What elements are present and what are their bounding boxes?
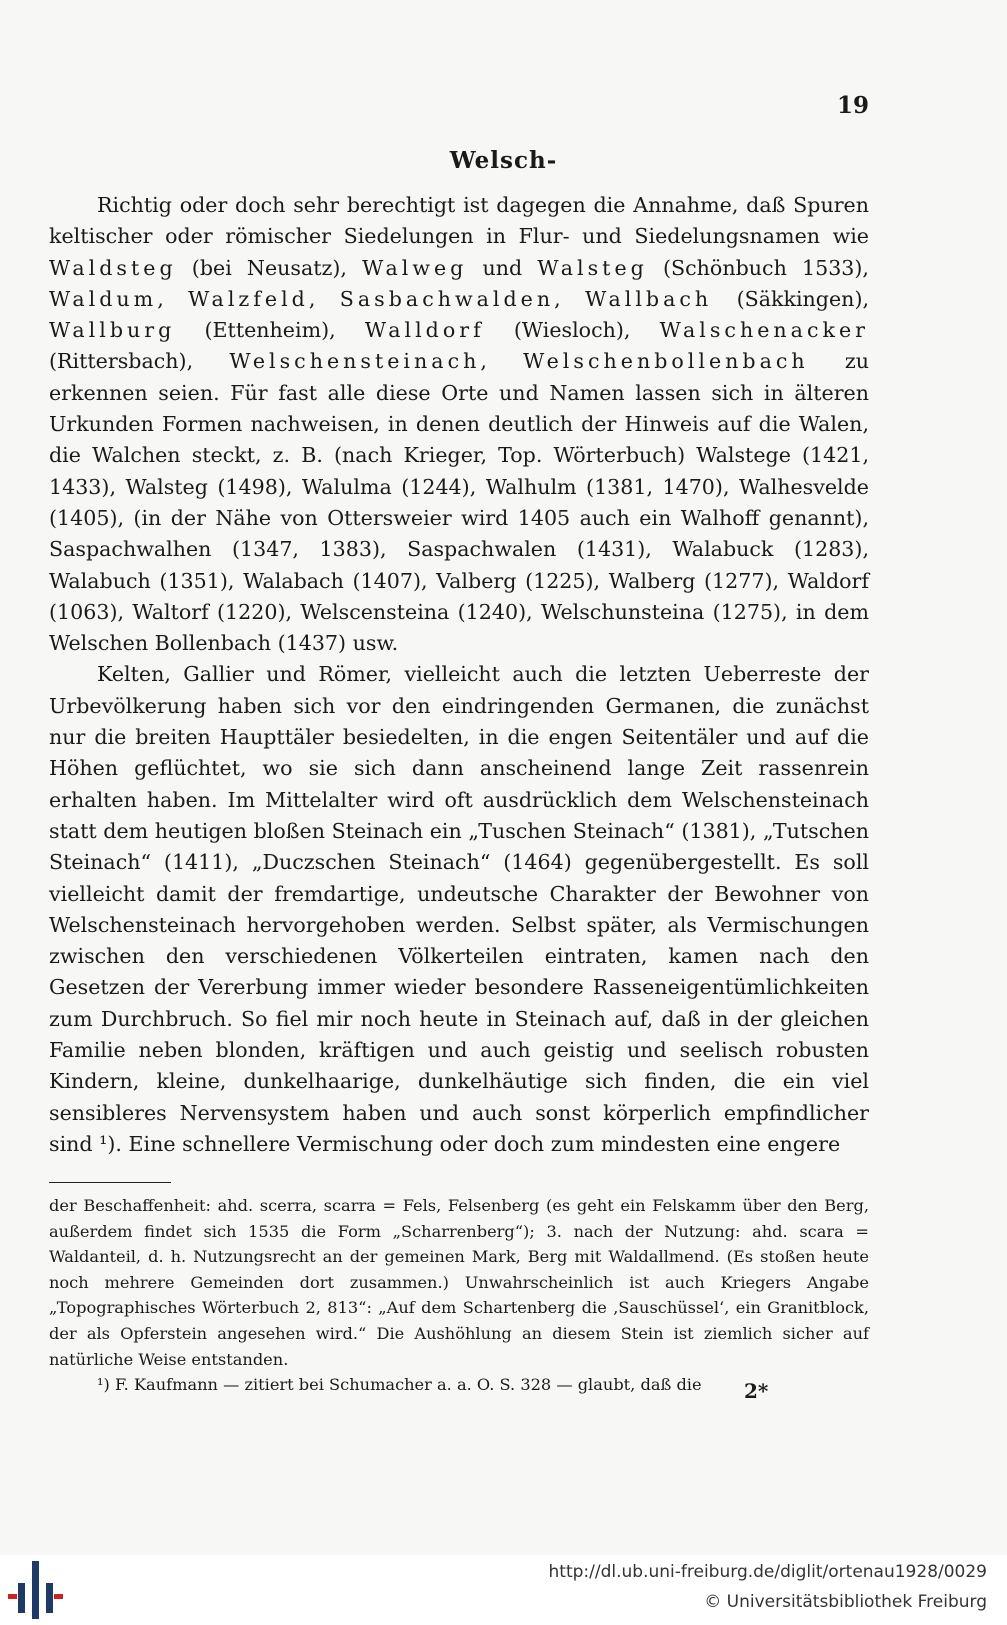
footnote-divider	[49, 1182, 171, 1183]
footnote-1: ¹) F. Kaufmann — zitiert bei Schumacher a. a. O. S. 328 — glaubt, daß die	[97, 1375, 702, 1395]
spaced-place-name: Welschenbollenbach	[523, 349, 809, 374]
text-run: (Schönbuch 1533),	[647, 255, 869, 280]
spaced-place-name: Welschensteinach	[229, 349, 481, 374]
copyright-notice: © Universitätsbibliothek Freiburg	[704, 1592, 987, 1612]
text-run: ,	[480, 349, 524, 374]
footnotes	[49, 1193, 869, 1398]
spaced-place-name: Walsteg	[537, 255, 648, 280]
document-url[interactable]: http://dl.ub.uni-freiburg.de/diglit/ortenau1928/0029	[548, 1562, 987, 1582]
spaced-place-name: Waldsteg	[49, 255, 177, 280]
text-run: (Wiesloch),	[484, 318, 660, 343]
spaced-place-name: Sasbachwalden	[339, 286, 555, 311]
text-run: Kelten, Gallier und Römer, vielleicht auch die letzten Ueberreste der Urbevölkerung haben sich vor den eindringenden Germanen, die zunächst nur die breiten Haupttäler besiedelten, in die engen Seitentäler und auf die Höhen geflüchtet, wo sie sich dann anscheinend lange Zeit rassenrein erhalten haben. Im Mittelalter wird oft ausdrücklich dem Welschensteinach statt dem heutigen bloßen Steinach ein „Tuschen Steinach“ (1381), „Tutschen Steinach“ (1411), „Duczschen Steinach“ (1464) gegenübergestellt. Es soll vielleicht damit der fremdartige, undeutsche Charakter der Bewohner von Welschensteinach hervorgehoben werden. Selbst später, als Vermischungen zwischen den verschiedenen Völkerteilen eintraten, kamen nach den Gesetzen der Vererbung immer wieder besondere Rasseneigentümlichkeiten zum Durchbruch. So fiel mir noch heute in Steinach auf, daß in der gleichen Familie neben blonden, kräftigen und auch geistig und seelisch robusten Kindern, kleine, dunkelhaarige, dunkelhäutige sich finden, die ein viel sensibleres Nervensystem haben und auch sonst körperlich empfindlicher sind ¹). Eine schnellere Vermischung oder doch zum mindesten eine engere	[49, 662, 869, 1156]
text-run: ,	[157, 286, 189, 311]
viewer-footer	[0, 1555, 1007, 1625]
spaced-place-name: Walweg	[362, 255, 468, 280]
spaced-place-name: Wallbach	[585, 286, 713, 311]
text-run: und	[467, 255, 538, 280]
text-run: (Säkkingen),	[712, 286, 870, 311]
text-run: (bei Neusatz),	[176, 255, 363, 280]
paragraph	[49, 190, 869, 659]
footnote-continuation: der Beschaffenheit: ahd. scerra, scarra = Fels, Felsenberg (es geht ein Felskamm über den Berg, außerdem findet sich 1535 die Form „Scharrenberg“); 3. nach der Nutzung: ahd. scara = Waldanteil, d. h. Nutzungsrecht an der gemeinen Mark, Berg mit Waldallmend. (Es stoßen heute noch mehrere Gemeinden dort zusammen.) Unwahrscheinlich ist auch Kriegers Angabe „Topographisches Wörterbuch 2, 813“: „Auf dem Schartenberg die ‚Sauschüssel‘, ein Granitblock, der als Opferstein angesehen wird.“ Die Aushöhlung an diesem Stein ist ziemlich sicher auf natürliche Weise entstanden.	[49, 1196, 869, 1369]
text-run: ,	[554, 286, 586, 311]
spaced-place-name: Walzfeld	[188, 286, 309, 311]
text-run: zu erkennen seien. Für fast alle diese Orte und Namen lassen sich in älteren Urkunden Formen nachweisen, in denen deutlich der Hinweis auf die Walen, die Walchen steckt, z. B. (nach Krieger, Top. Wörterbuch) Walstege (1421, 1433), Walsteg (1498), Walulma (1244), Walhulm (1381, 1470), Walhesvelde (1405), (in der Nähe von Ottersweier wird 1405 auch ein Walhoff genannt), Saspachwalhen (1347, 1383), Saspachwalen (1431), Walabuck (1283), Walabuch (1351), Walabach (1407), Valberg (1225), Walberg (1277), Waldorf (1063), Waltorf (1220), Welscensteina (1240), Welschunsteina (1275), in dem Welschen Bollenbach (1437) usw.	[49, 349, 869, 656]
library-logo-icon	[8, 1561, 64, 1619]
text-run: Richtig oder doch sehr berechtigt ist dagegen die Annahme, daß Spuren keltischer oder römischer Siedelungen in Flur- und Siedelungsnamen wie	[49, 193, 869, 249]
text-run: (Ettenheim),	[175, 318, 365, 343]
body-text	[49, 190, 869, 1160]
spaced-place-name: Walschenacker	[659, 318, 869, 343]
sheet-signature: 2*	[744, 1379, 769, 1403]
page-heading: Welsch-	[449, 147, 558, 174]
spaced-place-name: Waldum	[49, 286, 158, 311]
text-run: ,	[308, 286, 340, 311]
page-number: 19	[836, 92, 869, 119]
spaced-place-name: Wallburg	[49, 318, 176, 343]
spaced-place-name: Walldorf	[364, 318, 485, 343]
paragraph	[49, 659, 869, 1160]
text-run: (Rittersbach),	[49, 349, 230, 374]
